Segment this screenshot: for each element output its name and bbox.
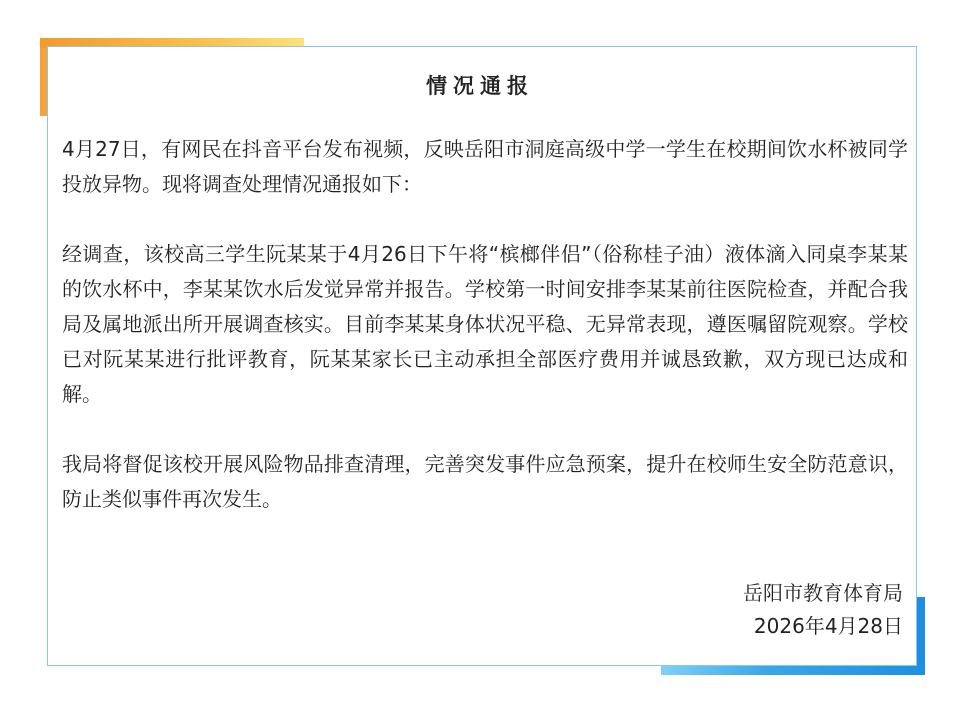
issue-date: 2026年4月28日: [753, 614, 903, 638]
notice-paragraph-3: 我局将督促该校开展风险物品排查清理，完善突发事件应急预案，提升在校师生安全防范意识，防止类似事件再次发生。: [62, 452, 908, 511]
blue-corner-bar: [661, 665, 925, 675]
issuer-name: 岳阳市教育体育局: [743, 581, 903, 605]
notice-paragraph-1: 4月27日，有网民在抖音平台发布视频，反映岳阳市洞庭高级中学一学生在校期间饮水杯被同学投放异物。现将调查处理情况通报如下：: [62, 137, 908, 196]
notice-signature: [743, 577, 903, 643]
notice-paragraph-2: 经调查，该校高三学生阮某某于4月26日下午将“槟榔伴侣”（俗称桂子油）液体滴入同桌李某某的饮水杯中，李某某饮水后发觉异常并报告。学校第一时间安排李某某前往医院检查，并配合我局及属地派出所开展调查核实。目前李某某身体状况平稳、无异常表现，遵医嘱留院观察。学校已对阮某某进行批评教育，阮某某家长已主动承担全部医疗费用并诚恳致歉，双方现已达成和解。: [62, 242, 908, 406]
notice-body: [62, 132, 908, 517]
notice-title: 情况通报: [426, 74, 534, 98]
